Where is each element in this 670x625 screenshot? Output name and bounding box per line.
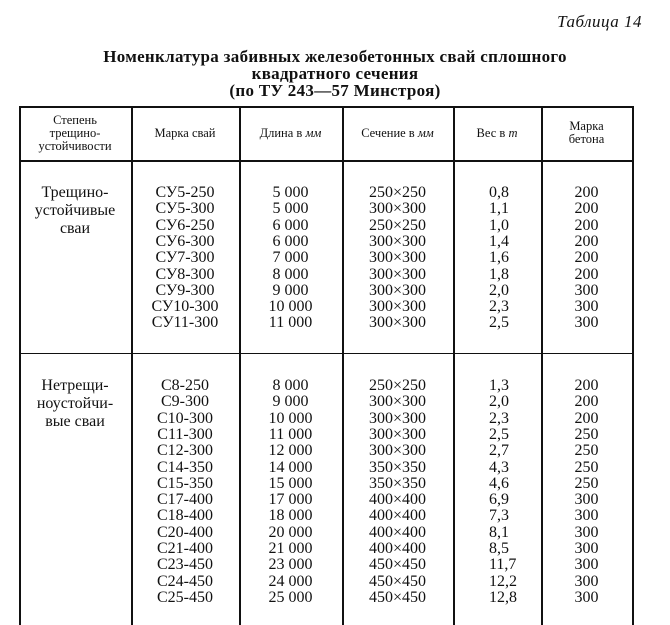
weight-cell: 1,8 <box>489 265 509 283</box>
header-sechenie-unit: мм <box>417 125 434 140</box>
weight-cell: 2,0 <box>489 393 509 411</box>
table-row <box>19 492 632 508</box>
concrete-grade-cell: 200 <box>574 409 599 427</box>
length-cell: 9 000 <box>272 281 309 299</box>
table-row <box>19 267 632 283</box>
concrete-grade-cell: 200 <box>574 377 599 394</box>
table-row <box>19 525 632 541</box>
weight-cell: 2,7 <box>489 442 509 460</box>
weight-cell: 0,8 <box>489 184 509 201</box>
header-marka-svai-label: Марка свай <box>154 125 216 140</box>
pile-mark-cell: С9-300 <box>161 393 209 411</box>
length-cell: 6 000 <box>272 216 309 234</box>
pile-mark-cell: С17-400 <box>157 491 213 509</box>
concrete-grade-cell: 200 <box>574 200 599 218</box>
pile-mark-cell: С12-300 <box>157 442 213 460</box>
table-row <box>19 234 632 250</box>
header-marka-svai <box>131 106 239 160</box>
table-row <box>19 508 632 524</box>
table-row <box>19 574 632 590</box>
concrete-grade-cell: 300 <box>574 572 599 590</box>
weight-cell: 1,6 <box>489 249 509 267</box>
section-cell: 250×250 <box>368 216 427 234</box>
header-marka-betona-line-1: Марка <box>569 119 604 133</box>
concrete-grade-cell: 200 <box>574 184 599 201</box>
header-dlina-unit: мм <box>305 125 322 140</box>
weight-cell: 2,5 <box>489 314 509 332</box>
table-row <box>19 315 632 331</box>
pile-mark-cell: С25-450 <box>157 588 213 606</box>
table-row <box>19 460 632 476</box>
header-dlina <box>239 106 342 160</box>
pile-mark-cell: С11-300 <box>157 425 213 443</box>
weight-cell: 8,1 <box>489 523 509 541</box>
weight-cell: 4,6 <box>489 474 509 492</box>
pile-mark-cell: СУ10-300 <box>151 298 219 316</box>
table-row <box>19 218 632 234</box>
weight-cell: 4,3 <box>489 458 509 476</box>
table-title <box>0 48 670 99</box>
length-cell: 11 000 <box>268 425 313 443</box>
table-row <box>19 299 632 315</box>
section-cell: 300×300 <box>368 442 427 460</box>
weight-cell: 2,3 <box>489 298 509 316</box>
weight-cell: 1,1 <box>489 200 509 218</box>
length-cell: 21 000 <box>268 540 313 557</box>
pile-mark-cell: С10-300 <box>157 409 213 427</box>
table-row <box>19 201 632 217</box>
pile-mark-cell: СУ6-250 <box>155 216 215 234</box>
header-stepen-line-3: устойчивости <box>38 138 112 153</box>
concrete-grade-cell: 300 <box>574 491 599 509</box>
length-cell: 11 000 <box>268 314 313 332</box>
weight-cell: 1,3 <box>489 377 509 394</box>
concrete-grade-cell: 200 <box>574 265 599 283</box>
length-cell: 18 000 <box>268 507 313 525</box>
header-stepen-line-2: трещино- <box>49 125 101 140</box>
section-cell: 400×400 <box>368 507 427 525</box>
section-cell: 300×300 <box>368 200 427 218</box>
header-ves-unit: т <box>508 125 518 140</box>
table-row <box>19 283 632 299</box>
section-cell: 400×400 <box>368 491 427 509</box>
length-cell: 8 000 <box>272 377 309 394</box>
length-cell: 14 000 <box>268 458 313 476</box>
pile-mark-cell: С18-400 <box>157 507 213 525</box>
header-stepen <box>19 106 131 160</box>
header-ves <box>453 106 541 160</box>
group-2-label-line-1: Нетрещи- <box>41 377 109 394</box>
length-cell: 24 000 <box>268 572 313 590</box>
length-cell: 12 000 <box>268 442 313 460</box>
concrete-grade-cell: 300 <box>574 540 599 557</box>
weight-cell: 7,3 <box>489 507 509 525</box>
weight-cell: 1,4 <box>489 232 509 250</box>
length-cell: 10 000 <box>268 409 313 427</box>
length-cell: 8 000 <box>272 265 309 283</box>
group-1-label-line-2: устойчивые <box>34 202 116 219</box>
length-cell: 9 000 <box>272 393 309 411</box>
section-cell: 250×250 <box>368 377 427 394</box>
pile-mark-cell: С14-350 <box>157 458 213 476</box>
section-cell: 300×300 <box>368 265 427 283</box>
weight-cell: 2,3 <box>489 409 509 427</box>
concrete-grade-cell: 300 <box>574 523 599 541</box>
table-row <box>19 427 632 443</box>
section-cell: 450×450 <box>368 588 427 606</box>
length-cell: 7 000 <box>272 249 309 267</box>
concrete-grade-cell: 300 <box>574 556 599 574</box>
header-sechenie-label: Сечение в <box>361 125 415 140</box>
section-cell: 400×400 <box>368 523 427 541</box>
pile-mark-cell: СУ5-250 <box>155 184 215 201</box>
group-1-label-line-1: Трещино- <box>41 184 109 201</box>
section-cell: 350×350 <box>368 474 427 492</box>
section-cell: 300×300 <box>368 393 427 411</box>
section-cell: 250×250 <box>368 184 427 201</box>
concrete-grade-cell: 200 <box>574 249 599 267</box>
weight-cell: 11,7 <box>489 556 517 574</box>
header-sechenie <box>342 106 453 160</box>
weight-cell: 2,0 <box>489 281 509 299</box>
concrete-grade-cell: 250 <box>574 474 599 492</box>
section-cell: 450×450 <box>368 556 427 574</box>
table-number: Таблица 14 <box>557 12 642 31</box>
concrete-grade-cell: 200 <box>574 393 599 411</box>
weight-cell: 6,9 <box>489 491 509 509</box>
pile-mark-cell: С23-450 <box>157 556 213 574</box>
pile-mark-cell: С20-400 <box>157 523 213 541</box>
pile-mark-cell: С24-450 <box>157 572 213 590</box>
group-1-label-line-3: сваи <box>59 220 91 237</box>
pile-mark-cell: СУ9-300 <box>155 281 215 299</box>
length-cell: 20 000 <box>268 523 313 541</box>
pile-mark-cell: СУ6-300 <box>155 232 215 250</box>
weight-cell: 12,8 <box>489 588 517 606</box>
length-cell: 23 000 <box>268 556 313 574</box>
concrete-grade-cell: 200 <box>574 232 599 250</box>
weight-cell: 2,5 <box>489 425 509 443</box>
header-stepen-line-1: Степень <box>53 112 97 127</box>
concrete-grade-cell: 250 <box>574 425 599 443</box>
section-cell: 300×300 <box>368 425 427 443</box>
weight-cell: 1,0 <box>489 216 509 234</box>
group-2-label-line-3: вые сваи <box>45 413 105 430</box>
section-cell: 350×350 <box>368 458 427 476</box>
pile-mark-cell: С8-250 <box>161 377 209 394</box>
pile-mark-cell: С15-350 <box>157 474 213 492</box>
section-cell: 300×300 <box>368 232 427 250</box>
table-row <box>19 394 632 410</box>
concrete-grade-cell: 300 <box>574 314 599 332</box>
table-row <box>19 250 632 266</box>
table-row <box>19 185 632 201</box>
table-row <box>19 557 632 573</box>
section-cell: 400×400 <box>368 540 427 557</box>
table-row <box>19 541 632 557</box>
length-cell: 10 000 <box>268 298 313 316</box>
concrete-grade-cell: 300 <box>574 298 599 316</box>
concrete-grade-cell: 300 <box>574 507 599 525</box>
section-cell: 300×300 <box>368 298 427 316</box>
header-dlina-label: Длина в <box>259 125 303 140</box>
header-marka-betona <box>541 106 632 160</box>
pile-mark-cell: С21-400 <box>157 540 213 557</box>
table-row <box>19 476 632 492</box>
pile-mark-cell: СУ8-300 <box>155 265 215 283</box>
section-cell: 300×300 <box>368 409 427 427</box>
length-cell: 15 000 <box>268 474 313 492</box>
header-marka-betona-line-2: бетона <box>568 132 605 146</box>
table-row <box>19 443 632 459</box>
pile-mark-cell: СУ11-300 <box>151 314 219 332</box>
length-cell: 25 000 <box>268 588 313 606</box>
title-line-1: Номенклатура забивных железобетонных свай сплошного <box>103 47 567 66</box>
length-cell: 5 000 <box>272 200 309 218</box>
table-row <box>19 411 632 427</box>
section-cell: 300×300 <box>368 249 427 267</box>
title-line-2: квадратного сечения <box>251 64 419 83</box>
title-line-3: (по ТУ 243—57 Минстроя) <box>229 81 441 100</box>
weight-cell: 8,5 <box>489 540 509 557</box>
length-cell: 5 000 <box>272 184 309 201</box>
header-ves-label: Вес в <box>476 125 506 140</box>
pile-mark-cell: СУ5-300 <box>155 200 215 218</box>
section-cell: 450×450 <box>368 572 427 590</box>
section-cell: 300×300 <box>368 314 427 332</box>
concrete-grade-cell: 250 <box>574 442 599 460</box>
table-row <box>19 590 632 606</box>
concrete-grade-cell: 250 <box>574 458 599 476</box>
pile-mark-cell: СУ7-300 <box>155 249 215 267</box>
weight-cell: 12,2 <box>489 572 517 590</box>
group-2-label-line-2: ноустойчи- <box>36 395 114 412</box>
concrete-grade-cell: 300 <box>574 588 599 606</box>
pile-table <box>19 106 634 625</box>
length-cell: 6 000 <box>272 232 309 250</box>
table-right-border <box>632 106 634 625</box>
concrete-grade-cell: 200 <box>574 216 599 234</box>
section-cell: 300×300 <box>368 281 427 299</box>
table-row <box>19 378 632 394</box>
concrete-grade-cell: 300 <box>574 281 599 299</box>
length-cell: 17 000 <box>268 491 313 509</box>
